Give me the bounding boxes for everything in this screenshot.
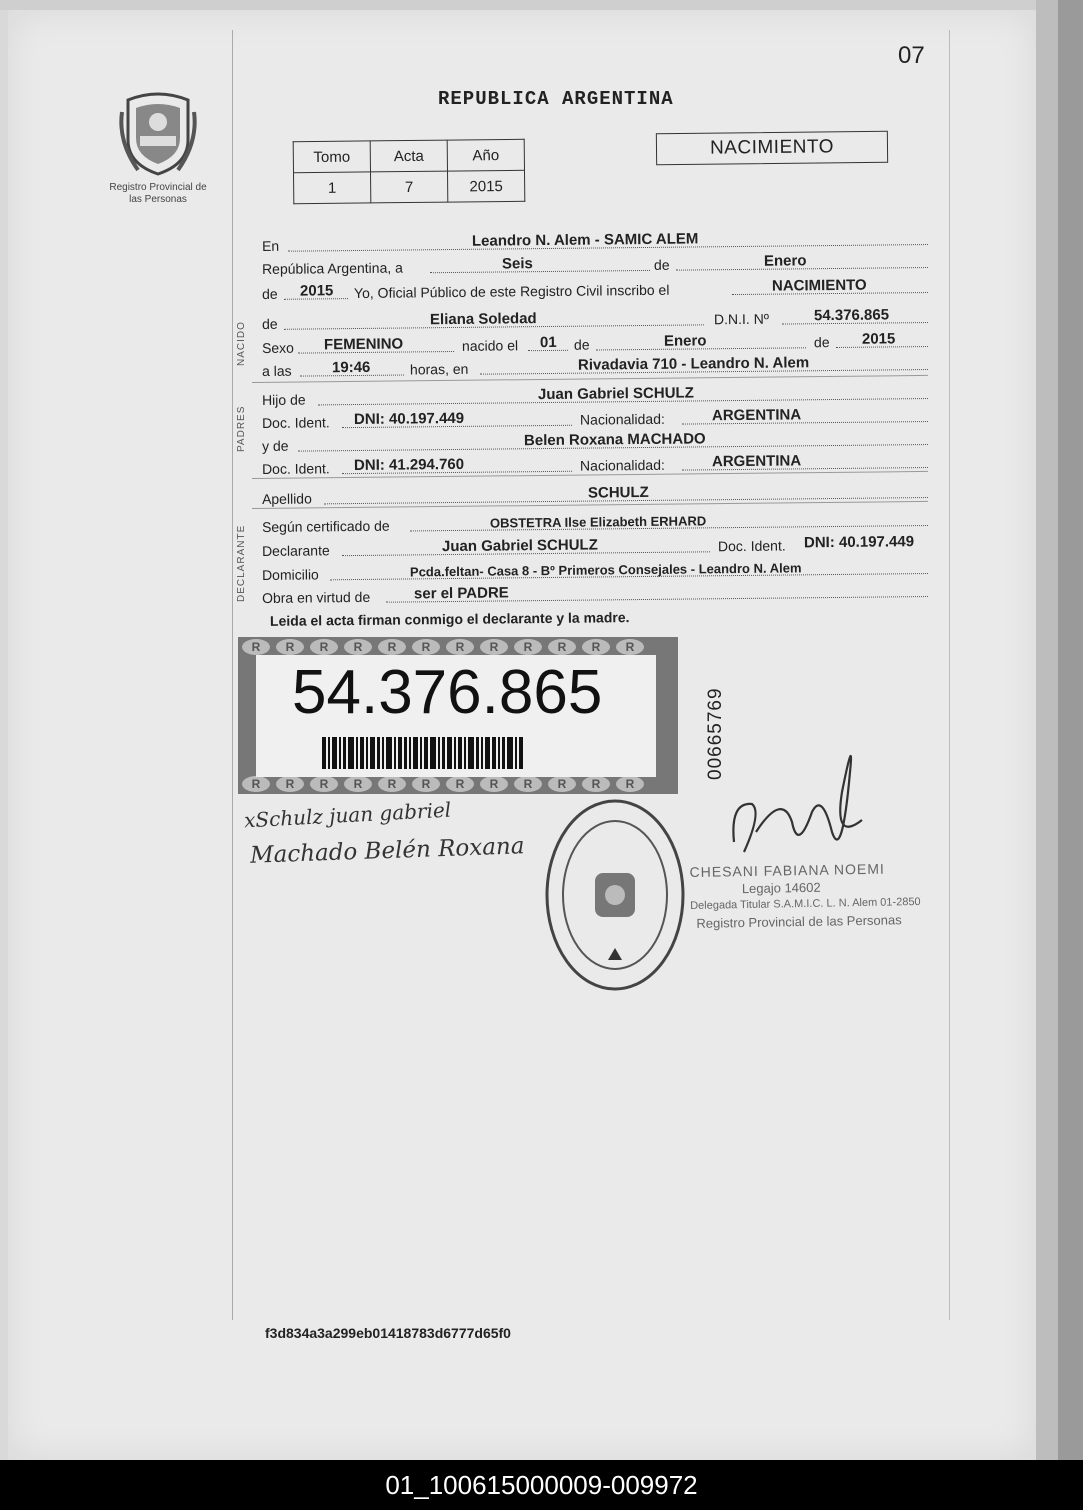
field-value-domicilio: Pcda.feltan- Casa 8 - Bº Primeros Consejales - Leandro N. Alem: [409, 560, 802, 580]
table-cell: 1: [294, 172, 371, 204]
field-label: Nacionalidad:: [579, 456, 665, 474]
field-label: Doc. Ident.: [261, 414, 330, 431]
official-name: CHESANI FABIANA NOEMI: [689, 860, 885, 881]
scan-filename: 01_100615000009-009972: [0, 1460, 1083, 1510]
field-value-madre: Belen Roxana MACHADO: [523, 430, 706, 450]
barcode: [322, 737, 592, 769]
field-label: y de: [261, 437, 289, 454]
field-label: Yo, Oficial Público de este Registro Civil inscribo el: [353, 281, 670, 302]
field-value-declarante: Juan Gabriel SCHULZ: [441, 536, 598, 556]
record-table: [293, 139, 526, 204]
field-label: D.N.I. Nº: [713, 310, 769, 328]
scan-border: [0, 0, 1083, 10]
side-label-padres: PADRES: [236, 405, 247, 452]
side-label-nacido: NACIDO: [236, 321, 247, 366]
table-cell: 2015: [447, 170, 524, 202]
field-label: Nacionalidad:: [579, 410, 665, 428]
field-value-acto: NACIMIENTO: [771, 276, 867, 295]
field-value-dia: Seis: [501, 255, 533, 273]
field-value-apellido: SCHULZ: [587, 483, 649, 502]
side-label-declarante: DECLARANTE: [236, 524, 247, 602]
document-hash: f3d834a3a299eb01418783d6777d65f0: [265, 1325, 511, 1341]
field-value-nacido-mes: Enero: [663, 332, 707, 350]
table-cell: 7: [371, 171, 448, 203]
table-header: Tomo: [293, 141, 370, 173]
table-header: Acta: [370, 140, 447, 172]
field-label: de: [261, 315, 278, 332]
field-value-padre: Juan Gabriel SCHULZ: [537, 384, 694, 404]
sticker-label: [256, 655, 656, 777]
field-label: Declarante: [261, 542, 330, 559]
pattern-row: R R R R R R R R R R R R: [238, 639, 678, 659]
field-label: nacido el: [461, 337, 519, 354]
official-legajo: Legajo 14602: [741, 879, 821, 897]
field-value-padre-doc: DNI: 40.197.449: [353, 409, 465, 429]
field-value-madre-doc: DNI: 41.294.760: [353, 455, 465, 475]
field-value-madre-nac: ARGENTINA: [711, 452, 802, 471]
page-edge-shadow: [1058, 0, 1083, 1460]
field-label: Domicilio: [261, 566, 319, 583]
official-position: Delegada Titular S.A.M.I.C. L. N. Alem 01-2850: [690, 895, 921, 913]
field-value-nombre: Eliana Soledad: [429, 310, 537, 329]
table-header: Año: [447, 139, 524, 171]
closing-statement: Leida el acta firman conmigo el declarante y la madre.: [269, 609, 630, 629]
official-stamp: [689, 860, 921, 932]
field-label: de: [813, 334, 830, 351]
field-label: Doc. Ident.: [261, 460, 330, 477]
field-value-anio: 2015: [299, 282, 334, 300]
registry-logo: [108, 92, 208, 206]
field-value-mes: Enero: [763, 252, 807, 270]
handwritten-signature-mother: Machado Belén Roxana: [249, 833, 525, 869]
field-label: Obra en virtud de: [261, 588, 371, 606]
field-value-nacido-anio: 2015: [861, 330, 896, 348]
field-value-obra: ser el PADRE: [413, 584, 509, 603]
field-label: República Argentina, a: [261, 259, 403, 277]
coat-of-arms-icon: [118, 92, 198, 178]
field-label: de: [573, 336, 590, 353]
field-label: Según certificado de: [261, 517, 390, 535]
field-value-padre-nac: ARGENTINA: [711, 406, 802, 425]
registry-seal-icon: [540, 795, 690, 995]
field-value-certificado: OBSTETRA Ilse Elizabeth ERHARD: [489, 513, 707, 531]
logo-caption: Registro Provincial de las Personas: [109, 182, 207, 205]
document-title: REPUBLICA ARGENTINA: [438, 88, 674, 110]
field-label: de: [653, 256, 670, 273]
field-value-hora: 19:46: [331, 358, 371, 377]
official-registry: Registro Provincial de las Personas: [696, 912, 902, 931]
sticker-number: 54.376.865: [292, 658, 603, 727]
field-value-lugar-nac: Rivadavia 710 - Leandro N. Alem: [577, 354, 810, 374]
dni-sticker: [238, 637, 678, 794]
field-label: de: [261, 285, 278, 302]
field-value-nacido-dia: 01: [539, 333, 557, 352]
sticker-serial: 00665769: [705, 687, 726, 780]
field-label: Doc. Ident.: [717, 537, 786, 555]
page-edge: [1036, 0, 1058, 1460]
page-number: 07: [898, 42, 925, 69]
field-value-lugar: Leandro N. Alem - SAMIC ALEM: [471, 230, 699, 250]
field-label: En: [261, 237, 280, 254]
field-value-dni: 54.376.865: [813, 306, 890, 325]
field-label: a las: [261, 362, 292, 379]
field-label: horas, en: [409, 360, 469, 378]
handwritten-signature-father: xSchulz juan gabriel: [243, 797, 452, 833]
field-label: Sexo: [261, 339, 295, 356]
pattern-row: R R R R R R R R R R R R: [238, 776, 678, 794]
field-value-declarante-doc: DNI: 40.197.449: [803, 533, 915, 552]
official-signature-icon: [722, 732, 872, 872]
field-label: Hijo de: [261, 391, 306, 408]
field-label: Apellido: [261, 490, 312, 507]
record-type-box: NACIMIENTO: [656, 131, 888, 165]
field-value-sexo: FEMENINO: [323, 335, 404, 354]
